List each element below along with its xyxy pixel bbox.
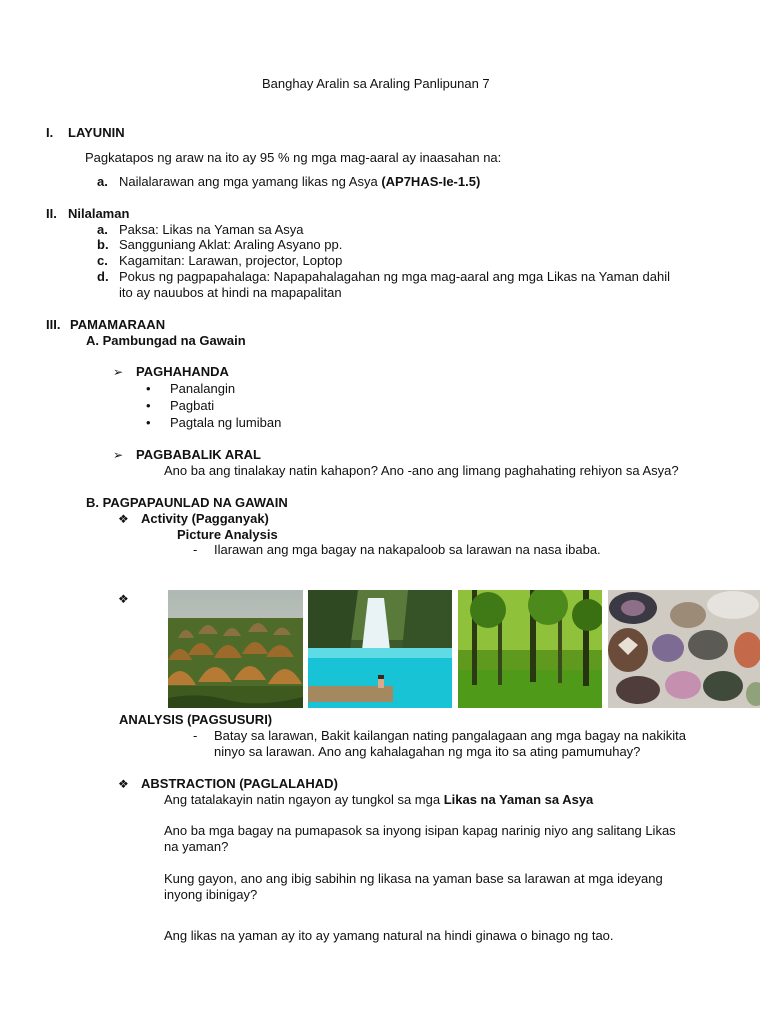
list-letter: c. (97, 253, 108, 268)
diamond-bullet-icon: ❖ (118, 592, 129, 606)
nilalaman-item-d: Pokus ng pagpapahalaga: Napapahalagahan ng mga mag-aaral ang mga Likas na Yaman dahil (119, 269, 670, 284)
nilalaman-item-b: Sangguniang Aklat: Araling Asyano pp. (119, 237, 343, 252)
activity-heading: Activity (Pagganyak) (141, 511, 269, 526)
abstraction-definition: Ang likas na yaman ay ito ay yamang natural na hindi ginawa o binago ng tao. (164, 928, 614, 943)
layunin-item-a (119, 174, 480, 190)
paghahanda-item-3: Pagtala ng lumiban (170, 415, 282, 430)
paghahanda-item-2: Pagbati (170, 398, 215, 413)
picture-analysis-heading: Picture Analysis (177, 527, 278, 542)
diamond-bullet-icon: ❖ (118, 512, 129, 526)
arrow-bullet-icon: ➢ (113, 448, 124, 462)
diamond-bullet-icon: ❖ (118, 777, 129, 791)
nilalaman-item-a: Paksa: Likas na Yaman sa Asya (119, 222, 304, 237)
page-title: Banghay Aralin sa Araling Panlipunan 7 (262, 76, 490, 91)
abstraction-question-2: Kung gayon, ano ang ibig sabihin ng likasa na yaman base sa larawan at mga ideyang (164, 871, 663, 886)
abstraction-question-1: Ano ba mga bagay na pumapasok sa inyong isipan kapag narinig niyo ang salitang Likas (164, 823, 676, 838)
pagbabalik-text: Ano ba ang tinalakay natin kahapon? Ano -ano ang limang paghahating rehiyon sa Asya? (164, 463, 679, 478)
bullet-icon: • (146, 381, 151, 396)
list-letter: d. (97, 269, 109, 284)
nilalaman-item-c: Kagamitan: Larawan, projector, Loptop (119, 253, 343, 268)
abstraction-question-1-cont: na yaman? (164, 839, 229, 854)
section-heading-nilalaman: Nilalaman (68, 206, 130, 221)
layunin-intro: Pagkatapos ng araw na ito ay 95 % ng mga mag-aaral ay inaasahan na: (85, 150, 502, 165)
analysis-text-2: ninyo sa larawan. Ano ang kahalagahan ng mga ito sa ating pamumuhay? (214, 744, 641, 759)
abstraction-heading: ABSTRACTION (PAGLALAHAD) (141, 776, 338, 791)
section-number-3: III. (46, 317, 61, 332)
minerals-image (608, 590, 760, 708)
section-heading-pamamaraan: PAMAMARAAN (70, 317, 166, 332)
list-letter: b. (97, 237, 109, 252)
picture-instruction: Ilarawan ang mga bagay na nakapaloob sa larawan na nasa ibaba. (214, 542, 601, 557)
paghahanda-item-1: Panalangin (170, 381, 236, 396)
subsection-b-heading: B. PAGPAPAUNLAD NA GAWAIN (86, 495, 288, 510)
forest-image (458, 590, 602, 708)
analysis-text-1: Batay sa larawan, Bakit kailangan nating pangalagaan ang mga bagay na nakikita (214, 728, 686, 743)
competency-code: (AP7HAS-Ie-1.5) (381, 174, 481, 189)
chocolate-hills-image (168, 590, 303, 708)
abstraction-line-1 (164, 792, 593, 808)
waterfall-image (308, 590, 452, 708)
abstraction-line-1-text: Ang tatalakayin natin ngayon ay tungkol sa mga (164, 792, 444, 807)
bullet-icon: • (146, 398, 151, 413)
layunin-item-a-text: Nailalarawan ang mga yamang likas ng Asya (119, 174, 382, 189)
paghahanda-heading: PAGHAHANDA (136, 364, 229, 379)
analysis-heading: ANALYSIS (PAGSUSURI) (119, 712, 273, 727)
arrow-bullet-icon: ➢ (113, 365, 124, 379)
section-heading-layunin: LAYUNIN (68, 125, 125, 140)
section-number-2: II. (46, 206, 57, 221)
abstraction-topic: Likas na Yaman sa Asya (443, 792, 594, 807)
dash-icon: - (193, 542, 198, 557)
abstraction-question-2-cont: inyong ibinigay? (164, 887, 258, 902)
nilalaman-item-d-cont: ito ay nauubos at hindi na mapapalitan (119, 285, 342, 300)
subsection-a-heading: A. Pambungad na Gawain (86, 333, 246, 348)
bullet-icon: • (146, 415, 151, 430)
pagbabalik-heading: PAGBABALIK ARAL (136, 447, 261, 462)
section-number-1: I. (46, 125, 54, 140)
list-letter: a. (97, 174, 108, 189)
dash-icon: - (193, 728, 198, 743)
list-letter: a. (97, 222, 108, 237)
